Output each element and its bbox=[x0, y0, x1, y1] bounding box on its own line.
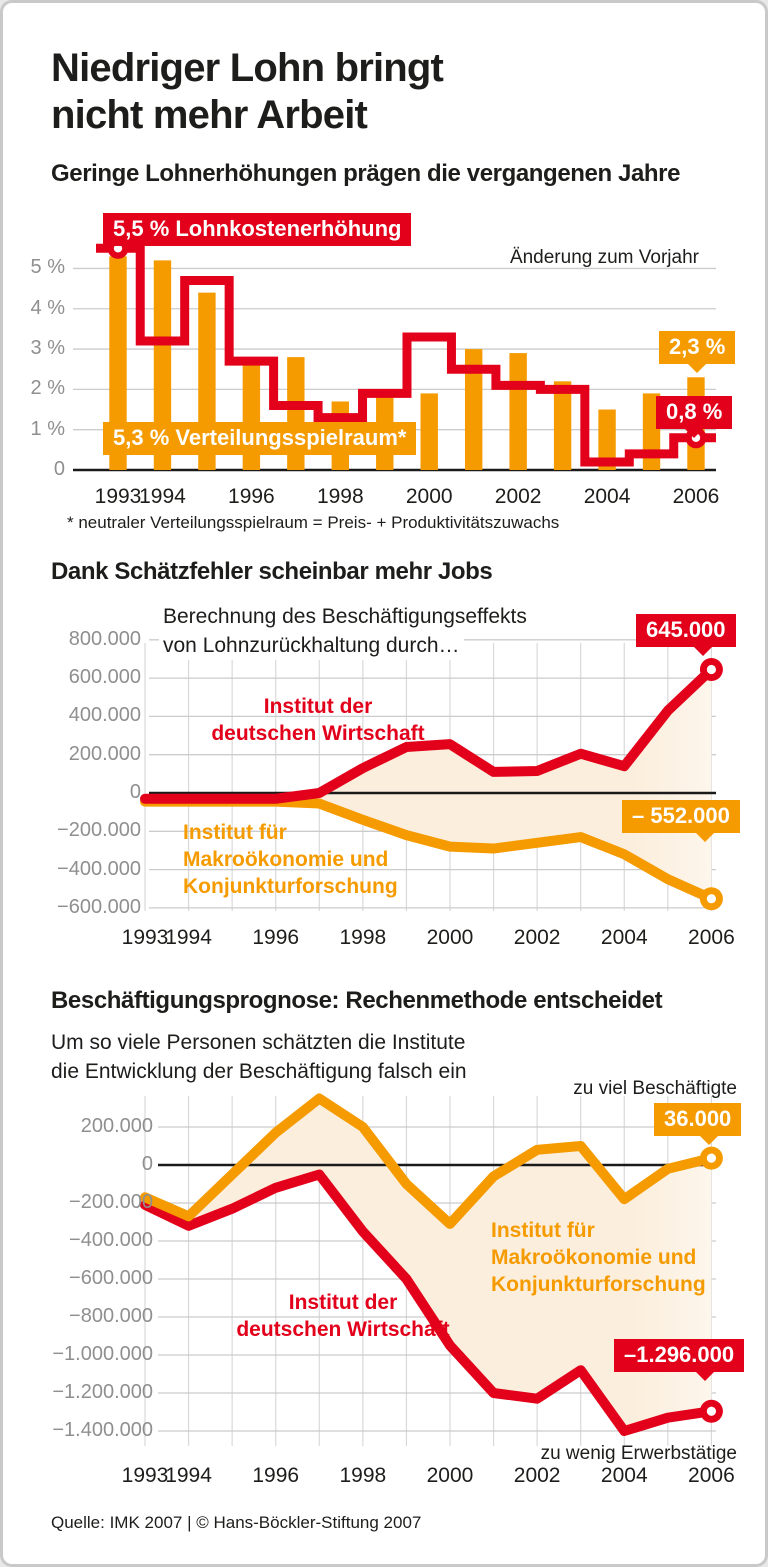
x-tick-label: 1994 bbox=[165, 1464, 212, 1487]
chart2-red-series-label bbox=[168, 693, 468, 747]
x-tick-label: 2002 bbox=[513, 1464, 561, 1487]
chart1-bar-end-callout: 2,3 % bbox=[659, 331, 735, 364]
y-tick-label: 1 % bbox=[30, 417, 65, 440]
chart3-title: Beschäftigungsprognose: Rechenmethode entscheidet bbox=[51, 987, 663, 1014]
x-tick-label: 1996 bbox=[252, 926, 300, 949]
page-title-line2: nicht mehr Arbeit bbox=[51, 93, 368, 137]
x-tick-label: 1994 bbox=[165, 926, 212, 949]
x-tick-label: 2006 bbox=[672, 485, 720, 508]
y-tick-label: 400.000 bbox=[68, 704, 141, 727]
y-tick-label: −400.000 bbox=[57, 857, 141, 880]
y-tick-label: −800.000 bbox=[69, 1305, 153, 1327]
chart3-orange-series-label-line1: Institut für bbox=[491, 1219, 595, 1242]
chart2-red-series-label-line1: Institut der bbox=[263, 695, 373, 718]
y-tick-label: 600.000 bbox=[68, 666, 141, 689]
x-tick-label: 2006 bbox=[688, 926, 735, 949]
y-tick-label: −200.000 bbox=[69, 1191, 153, 1213]
x-tick-label: 2004 bbox=[600, 1464, 648, 1487]
bar-2000 bbox=[421, 393, 438, 470]
y-tick-label: −1.200.000 bbox=[52, 1381, 153, 1403]
chart3-subtitle-line1: Um so viele Personen schätzten die Institute bbox=[51, 1031, 466, 1054]
x-tick-label: 2004 bbox=[600, 926, 648, 949]
y-tick-label: −400.000 bbox=[69, 1229, 153, 1251]
chart2-orange-series-label bbox=[183, 819, 398, 900]
x-tick-label: 2000 bbox=[426, 1464, 474, 1487]
end-marker-hole bbox=[707, 1407, 716, 1416]
y-tick-label: −600.000 bbox=[57, 895, 141, 918]
chart3-red-series-label-line1: Institut der bbox=[288, 1291, 398, 1314]
x-tick-label: 2002 bbox=[513, 926, 561, 949]
source-line: Quelle: IMK 2007 | © Hans-Böckler-Stiftung 2007 bbox=[51, 1513, 422, 1532]
y-tick-label: 4 % bbox=[30, 296, 65, 319]
chart2-red-end-callout: 645.000 bbox=[636, 614, 736, 647]
y-tick-label: 5 % bbox=[30, 256, 65, 279]
chart1-title: Geringe Lohnerhöhungen prägen die vergangenen Jahre bbox=[51, 160, 681, 187]
x-tick-label: 2006 bbox=[688, 1464, 735, 1487]
y-tick-label: −200.000 bbox=[57, 819, 141, 842]
x-tick-label: 1996 bbox=[252, 1464, 300, 1487]
chart1-note: Änderung zum Vorjahr bbox=[509, 247, 699, 268]
y-tick-label: −1.400.000 bbox=[52, 1419, 153, 1441]
x-tick-label: 2002 bbox=[494, 485, 542, 508]
y-tick-label: 0 bbox=[141, 1153, 153, 1175]
x-tick-label: 1994 bbox=[139, 485, 186, 508]
chart3-orange-series-label-line3: Konjunkturforschung bbox=[491, 1273, 706, 1296]
y-tick-label: −1.000.000 bbox=[52, 1343, 153, 1365]
x-tick-label: 1998 bbox=[339, 926, 387, 949]
chart3-orange-series-label-line2: Makroökonomie und bbox=[491, 1246, 697, 1269]
chart1-footnote: * neutraler Verteilungsspielraum = Preis- + Produktivitätszuwachs bbox=[67, 513, 560, 532]
chart2-orange-end-callout: – 552.000 bbox=[622, 800, 740, 833]
chart3-orange-end-callout: 36.000 bbox=[654, 1103, 741, 1136]
y-tick-label: 200.000 bbox=[80, 1115, 153, 1137]
end-marker-hole bbox=[707, 894, 716, 903]
y-tick-label: 2 % bbox=[30, 377, 65, 400]
chart2-title: Dank Schätzfehler scheinbar mehr Jobs bbox=[51, 558, 493, 585]
end-marker-hole bbox=[707, 665, 716, 674]
chart2-orange-series-label-line1: Institut für bbox=[183, 821, 287, 844]
chart3-orange-series-label bbox=[491, 1217, 706, 1298]
end-marker-hole bbox=[707, 1154, 716, 1163]
chart1-bar-note-callout: 5,3 % Verteilungsspielraum* bbox=[103, 422, 416, 455]
chart3-red-end-callout: –1.296.000 bbox=[614, 1339, 744, 1372]
chart3-note-bottom: zu wenig Erwerbstätige bbox=[540, 1443, 737, 1464]
chart3-red-series-label bbox=[198, 1289, 488, 1343]
chart3-subtitle-line2: die Entwicklung der Beschäftigung falsch ein bbox=[51, 1060, 467, 1083]
chart3-red-series-label-line2: deutschen Wirtschaft bbox=[236, 1318, 450, 1341]
x-tick-label: 2000 bbox=[426, 926, 474, 949]
x-tick-label: 1993 bbox=[121, 1464, 169, 1487]
bar-2003 bbox=[554, 381, 571, 470]
y-tick-label: 0 bbox=[53, 458, 65, 480]
y-tick-label: 800.000 bbox=[68, 627, 141, 650]
x-tick-label: 2000 bbox=[405, 485, 453, 508]
chart2-orange-series-label-line2: Makroökonomie und bbox=[183, 848, 389, 871]
y-tick-label: 3 % bbox=[30, 337, 65, 360]
x-tick-label: 1998 bbox=[316, 485, 364, 508]
bar-2002 bbox=[509, 353, 526, 470]
x-tick-label: 1996 bbox=[228, 485, 275, 508]
chart2-annotation-line2: von Lohnzurückhaltung durch… bbox=[159, 631, 464, 660]
chart1-line-start-callout: 5,5 % Lohnkostenerhöhung bbox=[103, 213, 411, 246]
page-title-line1: Niedriger Lohn bringt bbox=[51, 46, 444, 90]
chart3-note-top: zu viel Beschäftigte bbox=[573, 1078, 737, 1099]
y-tick-label: 200.000 bbox=[68, 742, 141, 765]
chart2-red-series-label-line2: deutschen Wirtschaft bbox=[211, 722, 425, 745]
chart2-orange-series-label-line3: Konjunkturforschung bbox=[183, 875, 398, 898]
chart1-line-end-callout: 0,8 % bbox=[656, 396, 732, 429]
x-tick-label: 1993 bbox=[94, 485, 142, 508]
y-tick-label: −600.000 bbox=[69, 1267, 153, 1289]
chart2-annotation-line1: Berechnung des Beschäftigungseffekts bbox=[159, 602, 531, 631]
x-tick-label: 1993 bbox=[121, 926, 169, 949]
x-tick-label: 2004 bbox=[583, 485, 631, 508]
y-tick-label: 0 bbox=[129, 781, 141, 803]
x-tick-label: 1998 bbox=[339, 1464, 387, 1487]
